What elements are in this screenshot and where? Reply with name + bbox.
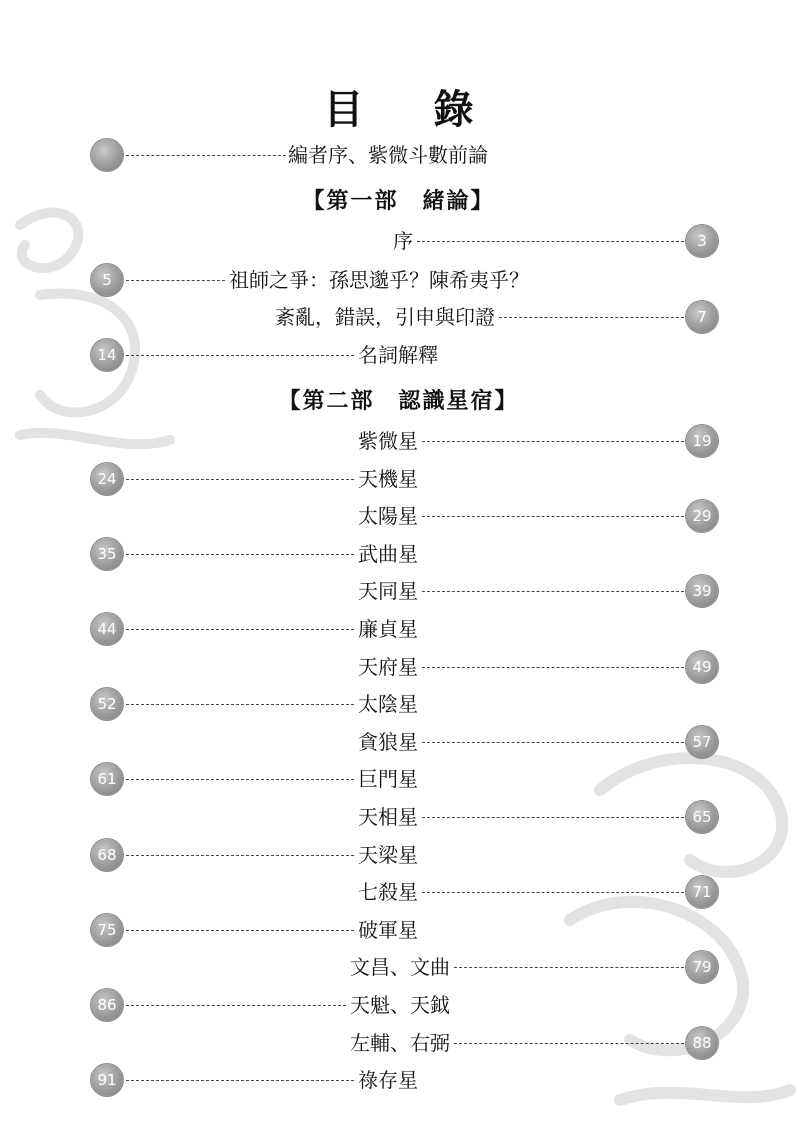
page-number-badge: 71	[686, 876, 718, 908]
toc-label: 天梁星	[358, 843, 418, 867]
toc-entry[interactable]	[0, 800, 797, 836]
dot-leader	[126, 280, 225, 281]
toc-label: 太陰星	[358, 692, 418, 716]
dot-leader	[454, 967, 684, 968]
page-badge	[91, 139, 123, 171]
dot-leader	[126, 930, 354, 931]
toc-entry[interactable]	[0, 838, 797, 874]
toc-label: 天同星	[358, 579, 418, 603]
page-number-badge: 7	[686, 301, 718, 333]
toc-label: 天魁、天鉞	[350, 993, 450, 1017]
dot-leader	[422, 667, 684, 668]
toc-entry[interactable]	[0, 424, 797, 460]
page-number-badge: 65	[686, 801, 718, 833]
toc-label: 編者序、紫微斗數前論	[288, 143, 488, 167]
page-number-badge: 39	[686, 575, 718, 607]
page-number-badge: 14	[91, 339, 123, 371]
toc-entry[interactable]	[0, 950, 797, 986]
page-number-badge: 86	[91, 989, 123, 1021]
dot-leader	[126, 779, 354, 780]
section-heading-part2: 【第二部 認識星宿】	[278, 388, 519, 414]
page-number-badge: 88	[686, 1027, 718, 1059]
page-number-badge: 75	[91, 914, 123, 946]
page-number-badge: 49	[686, 651, 718, 683]
page-number-badge: 52	[91, 688, 123, 720]
toc-entry[interactable]	[0, 1026, 797, 1062]
toc-label: 祿存星	[358, 1068, 418, 1092]
dot-leader	[422, 441, 684, 442]
toc-label: 紫微星	[358, 429, 418, 453]
page-number-badge: 19	[686, 425, 718, 457]
toc-entry[interactable]	[0, 574, 797, 610]
dot-leader	[126, 479, 354, 480]
toc-label: 廉貞星	[358, 617, 418, 641]
title-char-1: 目	[323, 87, 364, 133]
toc-label: 祖師之爭：孫思邈乎？陳希夷乎？	[229, 268, 529, 292]
dot-leader	[126, 1005, 346, 1006]
toc-entry[interactable]	[0, 612, 797, 648]
toc-entry[interactable]	[0, 462, 797, 498]
toc-entry[interactable]	[0, 224, 797, 260]
dot-leader	[454, 1043, 684, 1044]
dot-leader	[499, 317, 684, 318]
page-number-badge: 79	[686, 951, 718, 983]
page-number-badge: 91	[91, 1064, 123, 1096]
dot-leader	[126, 629, 354, 630]
toc-entry[interactable]	[0, 913, 797, 949]
dot-leader	[126, 355, 354, 356]
dot-leader	[422, 817, 684, 818]
toc-entry[interactable]	[0, 725, 797, 761]
page-number-badge: 35	[91, 538, 123, 570]
dot-leader	[422, 591, 684, 592]
page-number-badge: 24	[91, 463, 123, 495]
dot-leader	[126, 704, 354, 705]
title-char-2: 錄	[433, 87, 474, 133]
toc-label: 序	[393, 229, 413, 253]
toc-label: 紊亂，錯誤，引申與印證	[275, 305, 495, 329]
dot-leader	[126, 1080, 354, 1081]
toc-label: 貪狼星	[358, 730, 418, 754]
page-number-badge: 5	[91, 264, 123, 296]
toc-entry[interactable]	[0, 687, 797, 723]
dot-leader	[422, 516, 684, 517]
toc-label: 天府星	[358, 655, 418, 679]
page-number-badge: 61	[91, 763, 123, 795]
toc-label: 左輔、右弼	[350, 1031, 450, 1055]
toc-entry[interactable]	[0, 537, 797, 573]
page-number-badge: 29	[686, 500, 718, 532]
toc-label: 七殺星	[358, 880, 418, 904]
page-number-badge: 44	[91, 613, 123, 645]
toc-entry[interactable]	[0, 1063, 797, 1099]
page-number-badge: 68	[91, 839, 123, 871]
toc-label: 武曲星	[358, 542, 418, 566]
toc-label: 天相星	[358, 805, 418, 829]
toc-entry[interactable]	[0, 499, 797, 535]
toc-label: 破軍星	[358, 918, 418, 942]
toc-label: 文昌、文曲	[350, 955, 450, 979]
page-title	[0, 78, 797, 135]
dot-leader	[422, 742, 684, 743]
page-number-badge: 57	[686, 726, 718, 758]
toc-label: 名詞解釋	[358, 343, 438, 367]
toc-entry-intro[interactable]	[0, 138, 797, 174]
toc-entry[interactable]	[0, 762, 797, 798]
toc-label: 天機星	[358, 467, 418, 491]
dot-leader	[126, 554, 354, 555]
toc-entry[interactable]	[0, 300, 797, 336]
dot-leader	[417, 241, 684, 242]
toc-entry[interactable]	[0, 263, 797, 299]
toc-entry[interactable]	[0, 650, 797, 686]
dot-leader	[422, 892, 684, 893]
toc-entry[interactable]	[0, 338, 797, 374]
page-number-badge: 3	[686, 225, 718, 257]
toc-entry[interactable]	[0, 988, 797, 1024]
toc-entry[interactable]	[0, 875, 797, 911]
dot-leader	[126, 155, 286, 156]
toc-label: 巨門星	[358, 767, 418, 791]
toc-label: 太陽星	[358, 504, 418, 528]
dot-leader	[126, 855, 354, 856]
section-heading-part1: 【第一部 緒論】	[302, 188, 495, 214]
